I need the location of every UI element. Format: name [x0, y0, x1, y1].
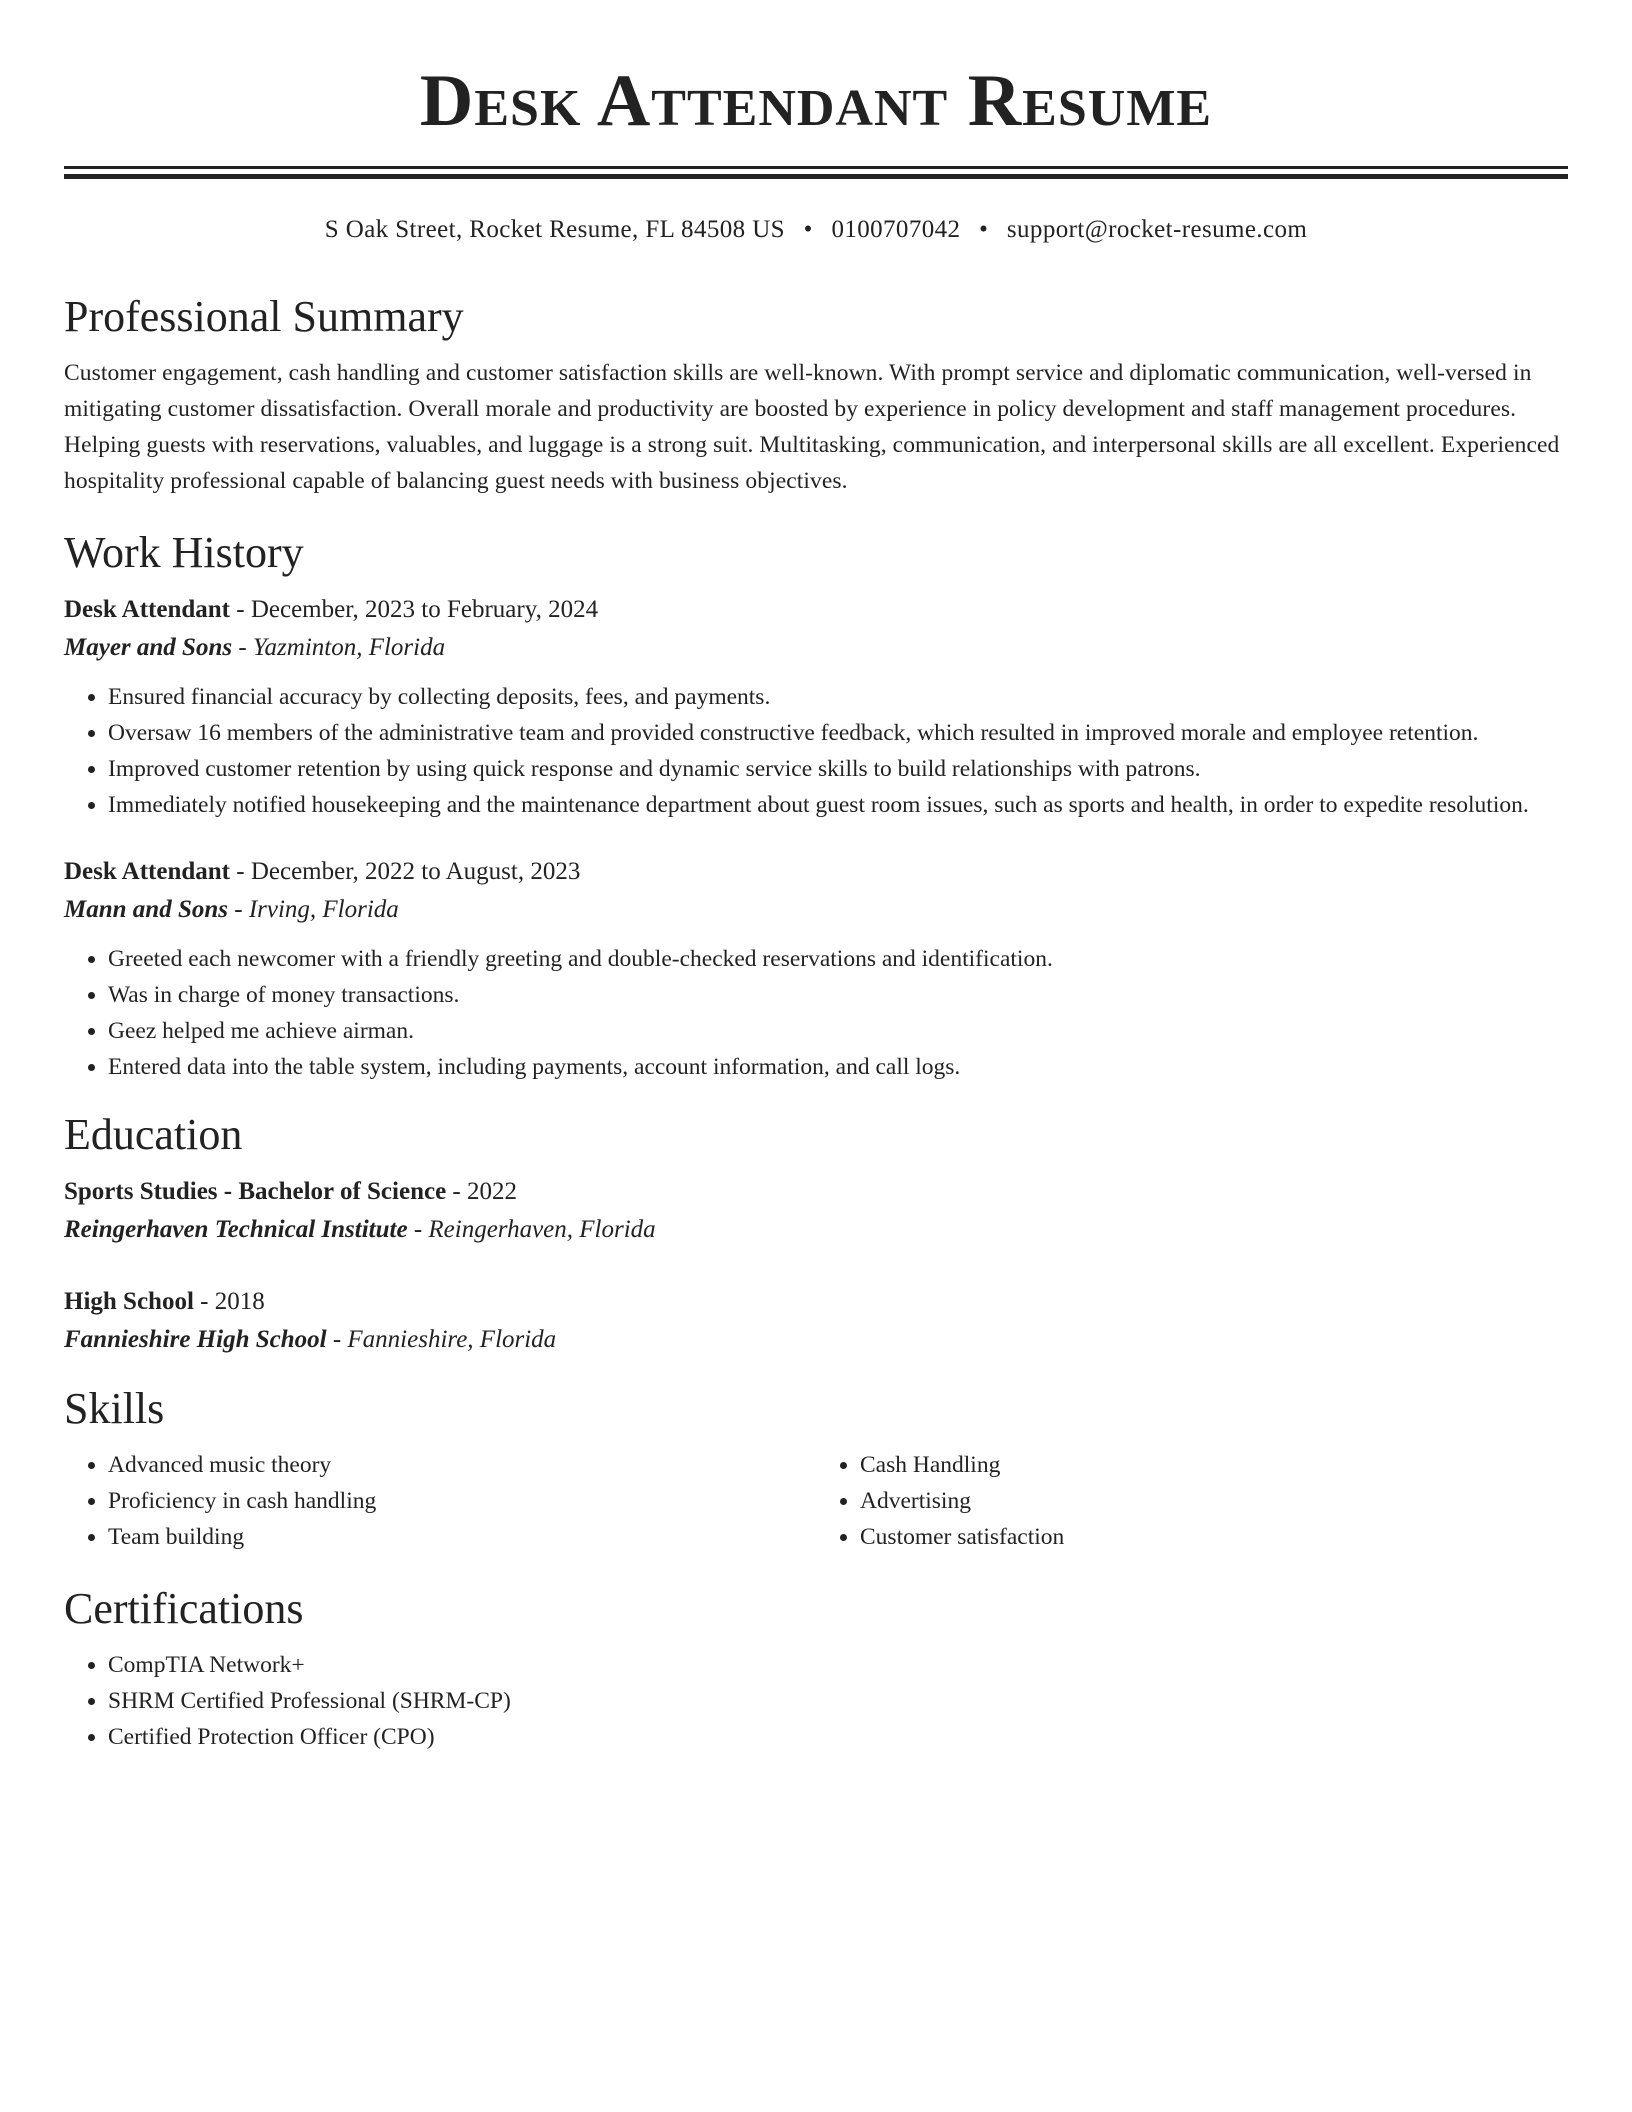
education-school-line: Reingerhaven Technical Institute - Reingerhaven, Florida [64, 1216, 656, 1243]
education-school-line: Fannieshire High School - Fannieshire, Florida [64, 1326, 557, 1353]
job-location: Yazminton, Florida [252, 634, 446, 661]
summary-section [64, 291, 1568, 499]
resume-title: Desk Attendant Resume [419, 60, 1213, 142]
education-degree: High School [64, 1288, 194, 1315]
list-item: • CompTIA Network+ [108, 1647, 1568, 1683]
education-degree-line: Sports Studies - Bachelor of Science - 2022 [64, 1178, 517, 1205]
work-history-heading: Work History [64, 528, 304, 577]
education-location: Fannieshire, Florida [347, 1326, 557, 1353]
skills-list-right [816, 1447, 1568, 1555]
education-year: 2018 [214, 1288, 265, 1315]
job-company-line: Mann and Sons - Irving, Florida [64, 896, 399, 923]
summary-text: Customer engagement, cash handling and customer satisfaction skills are well-known. With prompt service and diplomatic communication, well-versed in mitigating customer dissatisfaction. Overall morale and productivity are boosted by experience in policy development and staff management procedures. Helping guests with reservations, valuables, and luggage is a strong suit. Multitasking, communication, and interpersonal skills are all excellent. Experienced hospitality professional capable of balancing guest needs with business objectives. [64, 360, 1560, 494]
work-history-section [64, 527, 1568, 1085]
certifications-list [64, 1647, 1568, 1755]
education-heading: Education [64, 1110, 243, 1159]
list-item: • Immediately notified housekeeping and the maintenance department about guest room issues, such as sports and health, in order to expedite resolution. [108, 787, 1568, 823]
education-degree-line: High School - 2018 [64, 1288, 265, 1315]
certifications-section [64, 1583, 1568, 1755]
list-item: • Proficiency in cash handling [108, 1483, 816, 1519]
education-location: Reingerhaven, Florida [428, 1216, 656, 1243]
job-bullets [64, 679, 1568, 823]
list-item: • Was in charge of money transactions. [108, 977, 1568, 1013]
education-school: Fannieshire High School [64, 1326, 327, 1353]
list-item: • Geez helped me achieve airman. [108, 1013, 1568, 1049]
education-school: Reingerhaven Technical Institute [64, 1216, 408, 1243]
job-title: Desk Attendant [64, 596, 230, 623]
education-section [64, 1109, 1568, 1359]
education-entry [64, 1173, 1568, 1249]
certifications-heading: Certifications [64, 1584, 304, 1633]
list-item: • Ensured financial accuracy by collecting deposits, fees, and payments. [108, 679, 1568, 715]
list-item: • Greeted each newcomer with a friendly greeting and double-checked reservations and identification. [108, 941, 1568, 977]
education-degree: Sports Studies - Bachelor of Science [64, 1178, 447, 1205]
skills-grid [64, 1447, 1568, 1555]
list-item: • SHRM Certified Professional (SHRM-CP) [108, 1683, 1568, 1719]
job-dates: December, 2022 to August, 2023 [250, 858, 581, 885]
contact-phone: 0100707042 [831, 216, 961, 243]
title-divider-bottom [64, 174, 1568, 179]
contact-separator: • [979, 216, 989, 243]
job-bullets [64, 941, 1568, 1085]
list-item: • Improved customer retention by using quick response and dynamic service skills to build relationships with patrons. [108, 751, 1568, 787]
skills-heading: Skills [64, 1384, 165, 1433]
contact-email: support@rocket-resume.com [1006, 216, 1308, 243]
job-title: Desk Attendant [64, 858, 230, 885]
title-divider-top [64, 166, 1568, 169]
list-item: • Advertising [860, 1483, 1568, 1519]
contact-line [64, 215, 1568, 245]
list-item: • Certified Protection Officer (CPO) [108, 1719, 1568, 1755]
education-year: 2022 [467, 1178, 517, 1205]
skills-section [64, 1383, 1568, 1555]
contact-separator: • [803, 216, 813, 243]
list-item: • Oversaw 16 members of the administrative team and provided constructive feedback, which resulted in improved morale and employee retention. [108, 715, 1568, 751]
job-company: Mayer and Sons [64, 634, 233, 661]
list-item: • Team building [108, 1519, 816, 1555]
list-item: • Advanced music theory [108, 1447, 816, 1483]
summary-heading: Professional Summary [64, 292, 464, 341]
contact-address: S Oak Street, Rocket Resume, FL 84508 US [324, 216, 785, 243]
education-entry [64, 1283, 1568, 1359]
job-title-line: Desk Attendant - December, 2022 to August, 2023 [64, 858, 581, 885]
list-item: • Entered data into the table system, including payments, account information, and call logs. [108, 1049, 1568, 1085]
job-location: Irving, Florida [248, 896, 399, 923]
resume-page [64, 0, 1568, 1755]
job-entry [64, 853, 1568, 1085]
list-item: • Cash Handling [860, 1447, 1568, 1483]
list-item: • Customer satisfaction [860, 1519, 1568, 1555]
job-dates: December, 2023 to February, 2024 [250, 596, 599, 623]
job-company-line: Mayer and Sons - Yazminton, Florida [64, 634, 446, 661]
job-title-line: Desk Attendant - December, 2023 to February, 2024 [64, 596, 599, 623]
job-entry [64, 591, 1568, 823]
job-company: Mann and Sons [64, 896, 228, 923]
skills-list-left [64, 1447, 816, 1555]
